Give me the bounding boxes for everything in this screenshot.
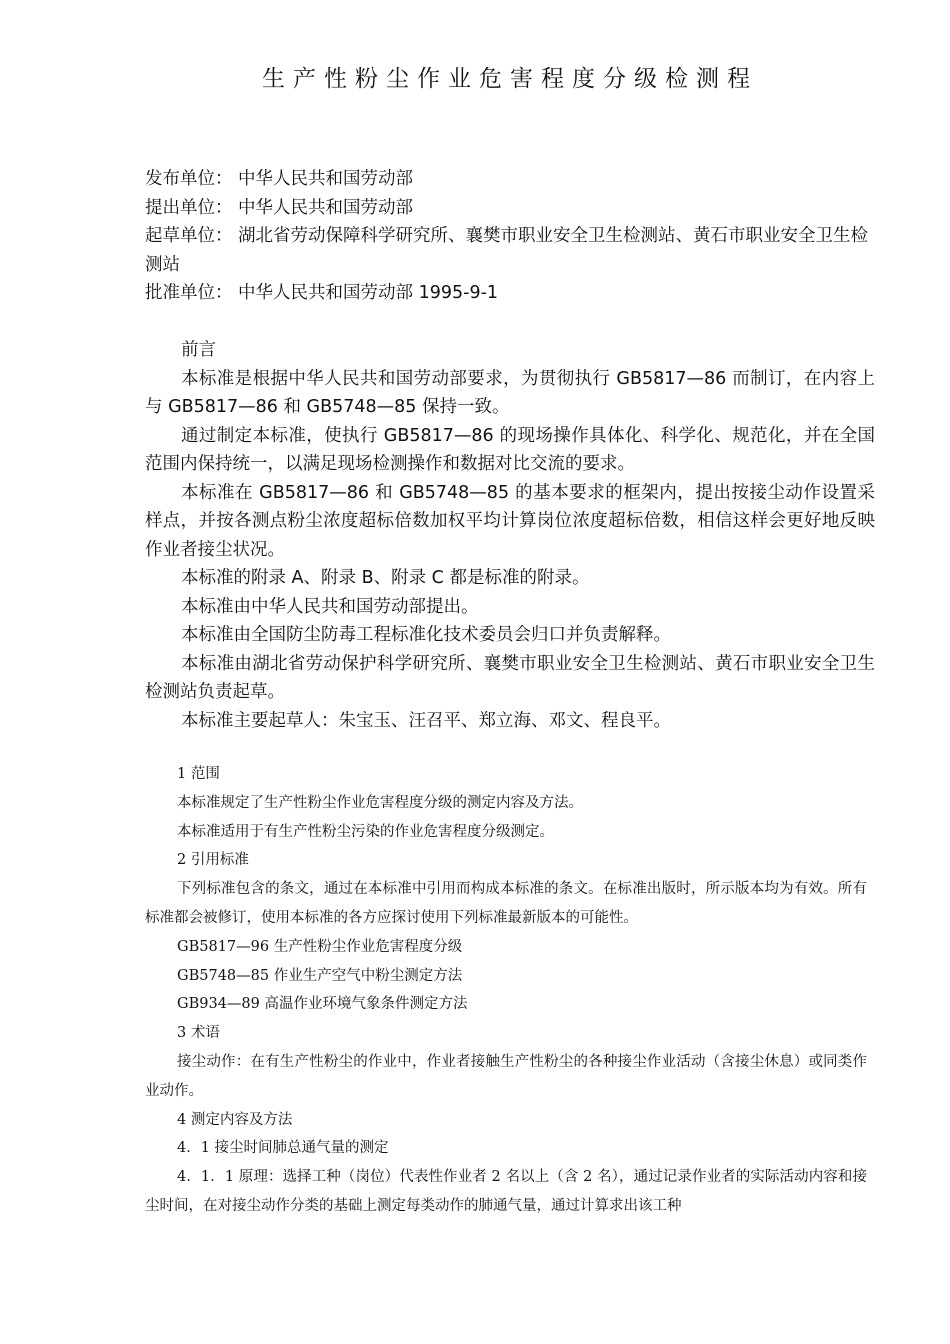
reference-item: GB934—89 高温作业环境气象条件测定方法	[177, 996, 468, 1013]
foreword-paragraph: 本标准主要起草人：朱宝玉、汪召平、郑立海、邓文、程良平。	[181, 710, 671, 731]
drafter-line: 起草单位： 湖北省劳动保障科学研究所、襄樊市职业安全卫生检测站、黄石市职业安全卫生检测站	[145, 226, 869, 275]
section-heading-scope: 1 范围	[177, 766, 220, 782]
section-heading-terms: 3 术语	[177, 1025, 220, 1042]
foreword-paragraph: 本标准由中华人民共和国劳动部提出。	[181, 596, 479, 617]
foreword-paragraph: 通过制定本标准，使执行 GB5817—86 的现场操作具体化、科学化、规范化，并在全国范围内保持统一，以满足现场检测操作和数据对比交流的要求。	[145, 425, 875, 474]
foreword-paragraph: 本标准由湖北省劳动保护科学研究所、襄樊市职业安全卫生检测站、黄石市职业安全卫生检测站负责起草。	[145, 653, 875, 702]
foreword-paragraph: 本标准在 GB5817—86 和 GB5748—85 的基本要求的框架内，提出按接尘动作设置采样点，并按各测点粉尘浓度超标倍数加权平均计算岗位浓度超标倍数，相信这样会更好地反映作业者接尘状况。	[145, 482, 875, 560]
body-paragraph: 本标准适用于有生产性粉尘污染的作业危害程度分级测定。	[177, 823, 554, 840]
proposer-line: 提出单位： 中华人民共和国劳动部	[145, 197, 414, 218]
body-paragraph: 4．1．1 原理：选择工种（岗位）代表性作业者 2 名以上（含 2 名），通过记录作业者的实际活动内容和接尘时间，在对接尘动作分类的基础上测定每类动作的肺通气量，通过计算求出该工种	[145, 1169, 867, 1214]
foreword-section	[145, 336, 875, 735]
body-paragraph: 接尘动作：在有生产性粉尘的作业中，作业者接触生产性粉尘的各种接尘作业活动（含接尘休息）或同类作业动作。	[145, 1053, 867, 1099]
document-title: 生产性粉尘作业危害程度分级检测程	[262, 66, 758, 92]
section-heading-methods: 4 测定内容及方法	[177, 1111, 293, 1128]
foreword-heading: 前言	[181, 340, 216, 360]
reference-item: GB5748—85 作业生产空气中粉尘测定方法	[177, 967, 463, 984]
metadata-block	[145, 165, 875, 308]
section-heading-references: 2 引用标准	[177, 852, 249, 869]
foreword-paragraph: 本标准由全国防尘防毒工程标准化技术委员会归口并负责解释。	[181, 625, 671, 645]
subsection-heading: 4．1 接尘时间肺总通气量的测定	[177, 1140, 389, 1157]
body-paragraph: 下列标准包含的条文，通过在本标准中引用而构成本标准的条文。在标准出版时，所示版本均为有效。所有标准都会被修订，使用本标准的各方应探讨使用下列标准最新版本的可能性。	[145, 881, 867, 926]
approver-line: 批准单位： 中华人民共和国劳动部 1995-9-1	[145, 283, 499, 303]
publisher-line: 发布单位： 中华人民共和国劳动部	[145, 169, 414, 189]
reference-item: GB5817—96 生产性粉尘作业危害程度分级	[177, 938, 463, 955]
standard-body	[145, 760, 867, 1221]
foreword-paragraph: 本标准是根据中华人民共和国劳动部要求，为贯彻执行 GB5817—86 而制订，在内容上与 GB5817—86 和 GB5748—85 保持一致。	[145, 368, 875, 417]
foreword-paragraph: 本标准的附录 A、附录 B、附录 C 都是标准的附录。	[181, 568, 590, 588]
body-paragraph: 本标准规定了生产性粉尘作业危害程度分级的测定内容及方法。	[177, 794, 583, 811]
